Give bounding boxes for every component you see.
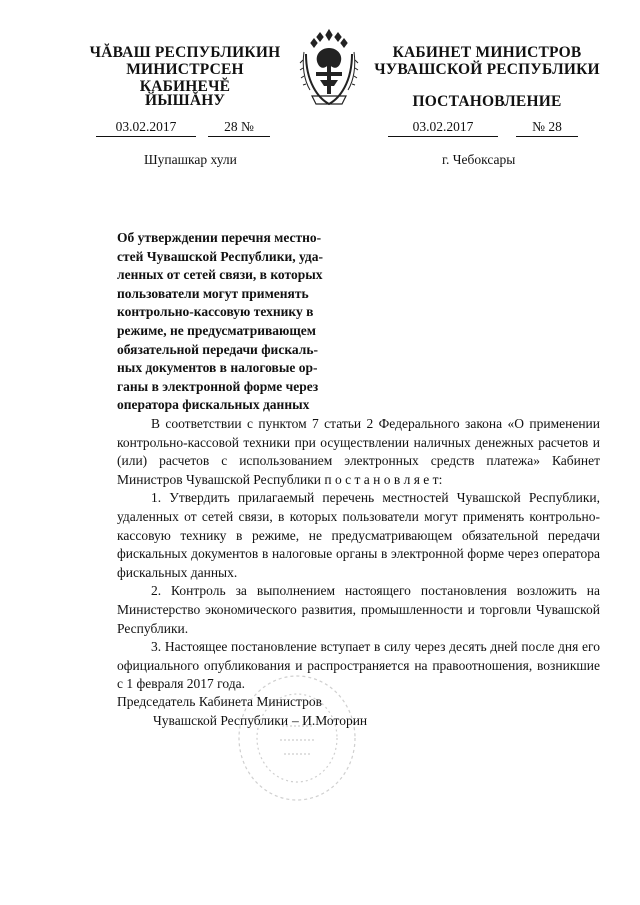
title-line: контрольно-кассовую технику в xyxy=(117,304,314,320)
item-1-paragraph: 1. Утвердить прилагаемый перечень местностей Чувашской Республики, удаленных от сетей связи, в которых пользователи могут применять контрольно-кассовую технику в режиме, не предусматривающем обязательной передачи фискальных документов в налоговые органы в электронной форме через оператора фискальных данных. xyxy=(117,490,600,580)
right-number: № 28 xyxy=(516,119,578,137)
signature-title-line2: Чувашской Республики xyxy=(153,713,289,728)
signatory-name: – И.Моторин xyxy=(292,713,368,728)
title-line: стей Чувашской Республики, уда- xyxy=(117,248,323,264)
header-right xyxy=(372,44,602,78)
title-line: ганы в электронной форме через xyxy=(117,378,319,394)
item-2-paragraph: 2. Контроль за выполнением настоящего постановления возложить на Министерство экономического развития, промышленности и торговли Чувашской Республики. xyxy=(117,583,600,636)
document-body xyxy=(117,415,600,694)
header-right-line1: КАБИНЕТ МИНИСТРОВ xyxy=(392,44,582,61)
header-right-line2: ЧУВАШСКОЙ РЕСПУБЛИКИ xyxy=(374,61,600,78)
faded-seal-stamp-icon xyxy=(232,668,362,808)
city-right: г. Чебоксары xyxy=(442,152,516,167)
title-line: оператора фискальных данных xyxy=(117,397,310,413)
title-line: Об утверждении перечня местно- xyxy=(117,230,322,245)
chuvash-emblem-icon xyxy=(298,24,360,116)
doc-type-left: ЙЫШĂНУ xyxy=(144,92,226,109)
title-line: ленных от сетей связи, в которых xyxy=(117,267,323,283)
document-title xyxy=(117,229,349,415)
header-left xyxy=(80,44,290,95)
doc-type-right: ПОСТАНОВЛЕНИЕ xyxy=(412,93,562,110)
title-line: ных документов в налоговые ор- xyxy=(117,360,318,376)
item-3-paragraph: 3. Настоящее постановление вступает в силу через десять дней после дня его официального опубликования и распространяется на правоотношения, возникшие с 1 февраля 2017 года. xyxy=(117,639,600,692)
title-line: обязательной передачи фискаль- xyxy=(117,341,318,357)
title-line: пользователи могут применять xyxy=(117,285,309,301)
preamble-paragraph: В соответствии с пунктом 7 статьи 2 Федерального закона «О применении контрольно-кассовой техники при осуществлении наличных денежных расчетов и (или) расчетов с использованием электронных средств платежа» Кабинет Министров Чувашской Республики п о с т а н о в л я е т: xyxy=(117,416,600,487)
signature-title-line1: Председатель Кабинета Министров xyxy=(117,694,322,709)
right-date: 03.02.2017 xyxy=(388,119,498,137)
header-left-line2: МИНИСТРСЕН КАБИНЕЧĔ xyxy=(126,61,244,95)
header-left-line1: ЧĂВАШ РЕСПУБЛИКИН xyxy=(89,44,281,61)
title-line: режиме, не предусматривающем xyxy=(117,322,316,338)
left-number: 28 № xyxy=(208,119,270,137)
left-date: 03.02.2017 xyxy=(96,119,196,137)
city-left: Шупашкар хули xyxy=(144,152,237,167)
